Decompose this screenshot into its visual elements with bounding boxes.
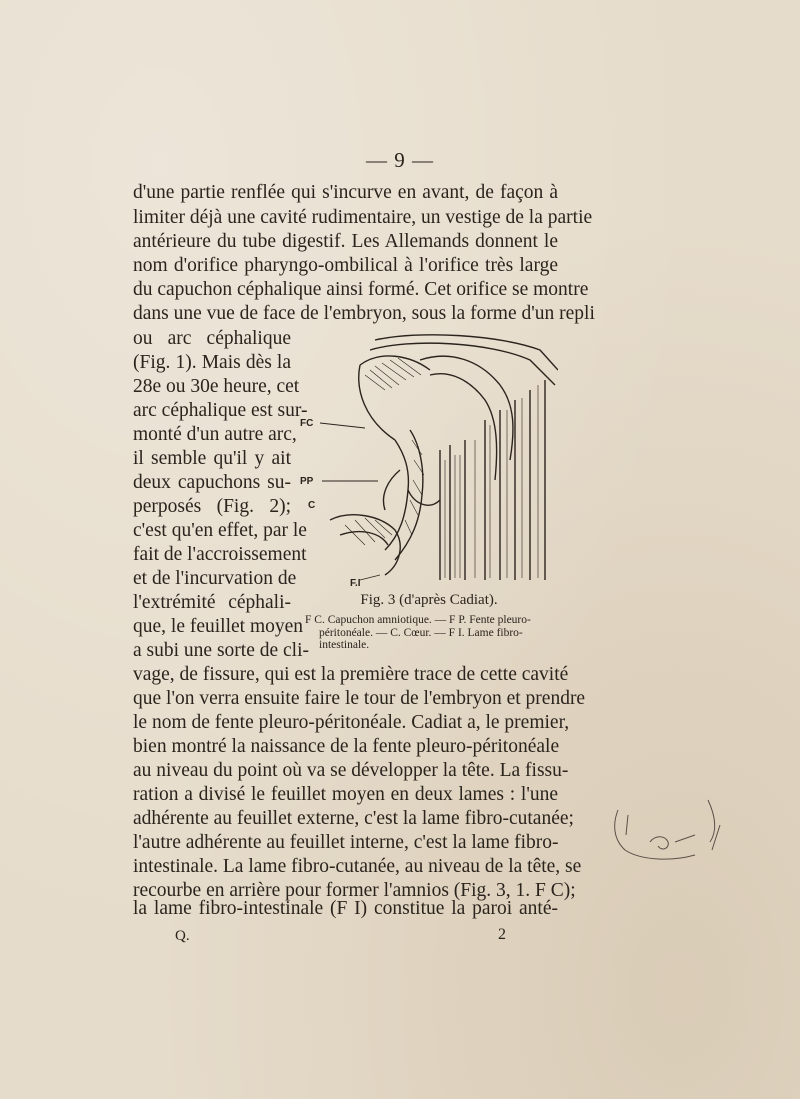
text-line: 28e ou 30e heure, cet xyxy=(133,376,300,397)
figure-legend xyxy=(305,614,560,652)
text-line: l'autre adhérente au feuillet interne, c'est la lame fibro- xyxy=(133,832,559,853)
text-line: et de l'incurvation de xyxy=(133,568,297,589)
text-line: a subi une sorte de cli- xyxy=(133,640,309,661)
text-line: nom d'orifice pharyngo-ombilical à l'orifice très large xyxy=(133,255,558,276)
text-line: c'est qu'en effet, par le xyxy=(133,520,307,541)
signature-mark: Q. xyxy=(175,928,190,944)
text-line: au niveau du point où va se développer la tête. La fissu- xyxy=(133,760,569,781)
text-line: adhérente au feuillet externe, c'est la lame fibro-cutanée; xyxy=(133,808,574,829)
figure-legend-line: intestinale. xyxy=(319,639,370,651)
text-line: monté d'un autre arc, xyxy=(133,424,297,445)
text-line: la lame fibro-intestinale (F I) constitue la paroi anté- xyxy=(133,898,558,919)
figure-label-pp: PP xyxy=(300,476,314,487)
text-line: bien montré la naissance de la fente pleuro-péritonéale xyxy=(133,736,560,757)
text-line: arc céphalique est sur- xyxy=(133,400,308,421)
text-line: que, le feuillet moyen xyxy=(133,616,304,637)
embryo-section-illustration xyxy=(300,330,558,588)
text-line: limiter déjà une cavité rudimentaire, un vestige de la partie xyxy=(133,207,593,228)
text-line: intestinale. La lame fibro-cutanée, au niveau de la tête, se xyxy=(133,856,582,877)
text-line: fait de l'accroissement xyxy=(133,544,307,565)
figure-label-fc: FC xyxy=(300,418,314,429)
figure-legend-line: F C. Capuchon amniotique. — F P. Fente pleuro- xyxy=(305,614,531,626)
text-line: le nom de fente pleuro-péritonéale. Cadiat a, le premier, xyxy=(133,712,570,733)
text-line: antérieure du tube digestif. Les Allemands donnent le xyxy=(133,231,558,252)
page-number: — 9 — xyxy=(366,148,434,172)
text-line: que l'on verra ensuite faire le tour de l'embryon et prendre xyxy=(133,688,586,709)
text-line: ration a divisé le feuillet moyen en deux lames : l'une xyxy=(133,784,558,805)
text-line: l'extrémité céphali- xyxy=(133,592,291,613)
text-line: d'une partie renflée qui s'incurve en avant, de façon à xyxy=(133,182,558,203)
text-line: du capuchon céphalique ainsi formé. Cet orifice se montre xyxy=(133,279,589,300)
figure-legend-line: péritonéale. — C. Cœur. — F I. Lame fibro- xyxy=(319,626,523,639)
text-line: vage, de fissure, qui est la première trace de cette cavité xyxy=(133,664,569,685)
text-line: perposés (Fig. 2); xyxy=(133,496,291,517)
text-line: ou arc céphalique xyxy=(133,328,291,349)
sheet-number: 2 xyxy=(498,926,506,943)
text-line: recourbe en arrière pour former l'amnios (Fig. 3, 1. F C); xyxy=(133,880,576,901)
figure-label-c: C xyxy=(308,500,316,511)
text-line: il semble qu'il y ait xyxy=(133,448,291,469)
text-line: dans une vue de face de l'embryon, sous la forme d'un repli xyxy=(133,303,595,324)
figure-label-fi: F.I xyxy=(350,578,361,589)
figure-caption: Fig. 3 (d'après Cadiat). xyxy=(360,592,498,608)
pencil-scribble xyxy=(600,780,740,870)
text-line: (Fig. 1). Mais dès la xyxy=(133,352,291,373)
text-line: deux capuchons su- xyxy=(133,472,291,493)
